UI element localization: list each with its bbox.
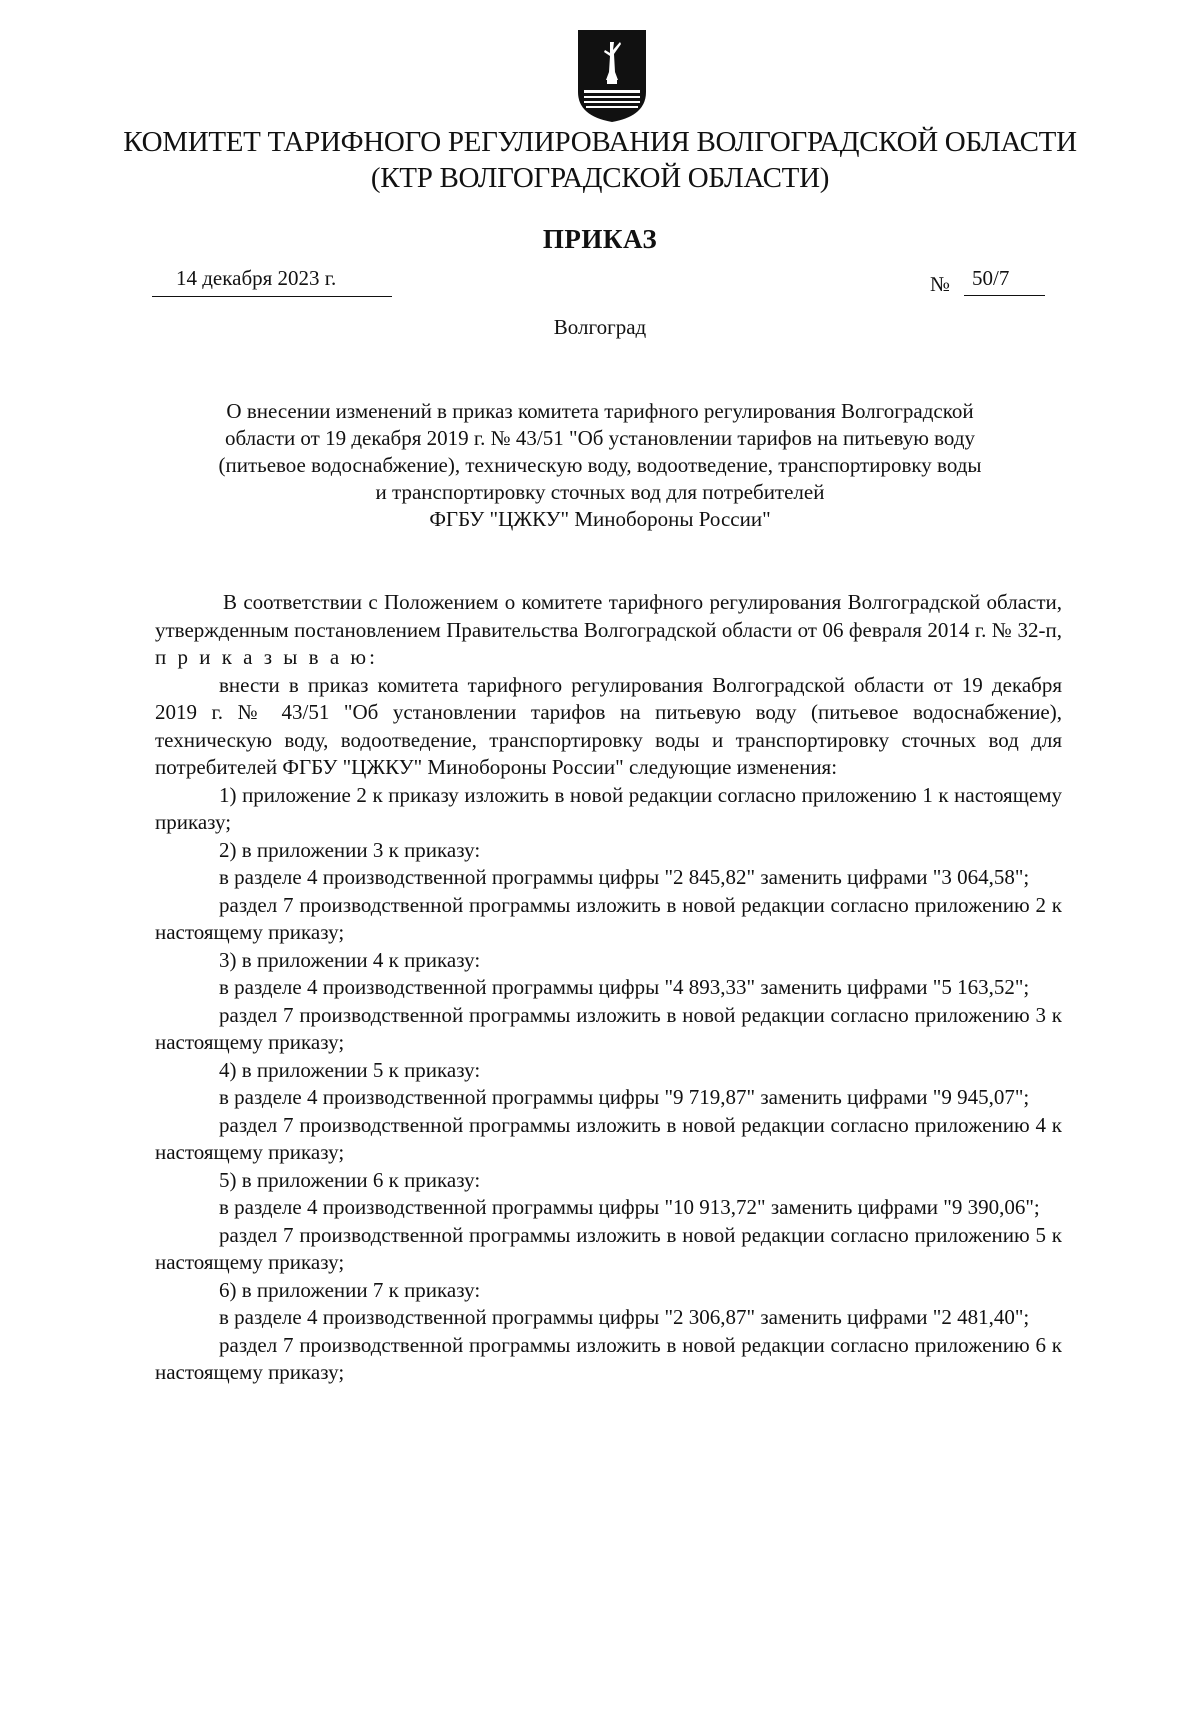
volgograd-emblem-icon: [576, 28, 648, 124]
list-item: в разделе 4 производственной программы цифры "2 845,82" заменить цифрами "3 064,58";: [219, 865, 1030, 889]
list-item: в разделе 4 производственной программы цифры "2 306,87" заменить цифрами "2 481,40";: [219, 1305, 1030, 1329]
list-item: в разделе 4 производственной программы цифры "9 719,87" заменить цифрами "9 945,07";: [219, 1085, 1030, 1109]
title-line: и транспортировку сточных вод для потребителей: [375, 480, 825, 504]
document-date-field: [152, 264, 392, 297]
document-body: [155, 589, 1062, 1387]
document-type: ПРИКАЗ: [542, 224, 658, 254]
list-item: 6) в приложении 7 к приказу:: [219, 1277, 481, 1302]
title-line: (питьевое водоснабжение), техническую воду, водоотведение, транспортировку воды: [218, 453, 982, 477]
list-item: 4) в приложении 5 к приказу:: [219, 1057, 481, 1082]
order-word: п р и к а з ы в а ю:: [155, 645, 378, 669]
list-item: раздел 7 производственной программы изложить в новой редакции согласно приложению 6 к настоящему приказу;: [155, 1332, 1062, 1384]
document-city: Волгоград: [553, 315, 647, 339]
list-item: в разделе 4 производственной программы цифры "10 913,72" заменить цифрами "9 390,06";: [219, 1195, 1040, 1219]
list-item: 1) приложение 2 к приказу изложить в новой редакции согласно приложению 1 к настоящему приказу;: [155, 782, 1062, 834]
number-underline: [964, 264, 1045, 296]
list-item: 5) в приложении 6 к приказу:: [219, 1167, 481, 1192]
document-date: 14 декабря 2023 г.: [176, 266, 337, 290]
intro-paragraph: [155, 589, 1062, 672]
list-item: 3) в приложении 4 к приказу:: [219, 947, 481, 972]
list-item: раздел 7 производственной программы изложить в новой редакции согласно приложению 4 к настоящему приказу;: [155, 1112, 1062, 1164]
document-title: [150, 398, 1050, 533]
list-item: раздел 7 производственной программы изложить в новой редакции согласно приложению 3 к настоящему приказу;: [155, 1002, 1062, 1054]
list-item: в разделе 4 производственной программы цифры "4 893,33" заменить цифрами "5 163,52";: [219, 975, 1030, 999]
document-number: 50/7: [972, 266, 1010, 290]
intro-text: В соответствии с Положением о комитете тарифного регулирования Волгоградской области, утвержденным постановлением Правительства Волгоградской области от 06 февраля 2014 г. № 32-п,: [155, 590, 1062, 642]
list-item: 2) в приложении 3 к приказу:: [219, 837, 481, 862]
title-line: О внесении изменений в приказ комитета тарифного регулирования Волгоградской: [226, 399, 974, 423]
list-item: раздел 7 производственной программы изложить в новой редакции согласно приложению 2 к настоящему приказу;: [155, 892, 1062, 944]
number-sign: №: [930, 272, 951, 296]
title-line: ФГБУ "ЦЖКУ" Минобороны России": [429, 507, 771, 531]
org-short-name: (КТР ВОЛГОГРАДСКОЙ ОБЛАСТИ): [370, 162, 830, 194]
order-paragraph: внести в приказ комитета тарифного регулирования Волгоградской области от 19 декабря 2019 г. № 43/51 "Об установлении тарифов на питьевую воду (питьевое водоснабжение), техническую воду, водоотведение, транспортировку воды и транспортировку сточных вод для потребителей ФГБУ "ЦЖКУ" Минобороны России" следующие изменения:: [155, 672, 1062, 779]
list-item: раздел 7 производственной программы изложить в новой редакции согласно приложению 5 к настоящему приказу;: [155, 1222, 1062, 1274]
title-line: области от 19 декабря 2019 г. № 43/51 "Об установлении тарифов на питьевую воду: [224, 426, 976, 450]
document-number-field: [930, 264, 1045, 296]
org-name: КОМИТЕТ ТАРИФНОГО РЕГУЛИРОВАНИЯ ВОЛГОГРАДСКОЙ ОБЛАСТИ: [123, 126, 1077, 158]
